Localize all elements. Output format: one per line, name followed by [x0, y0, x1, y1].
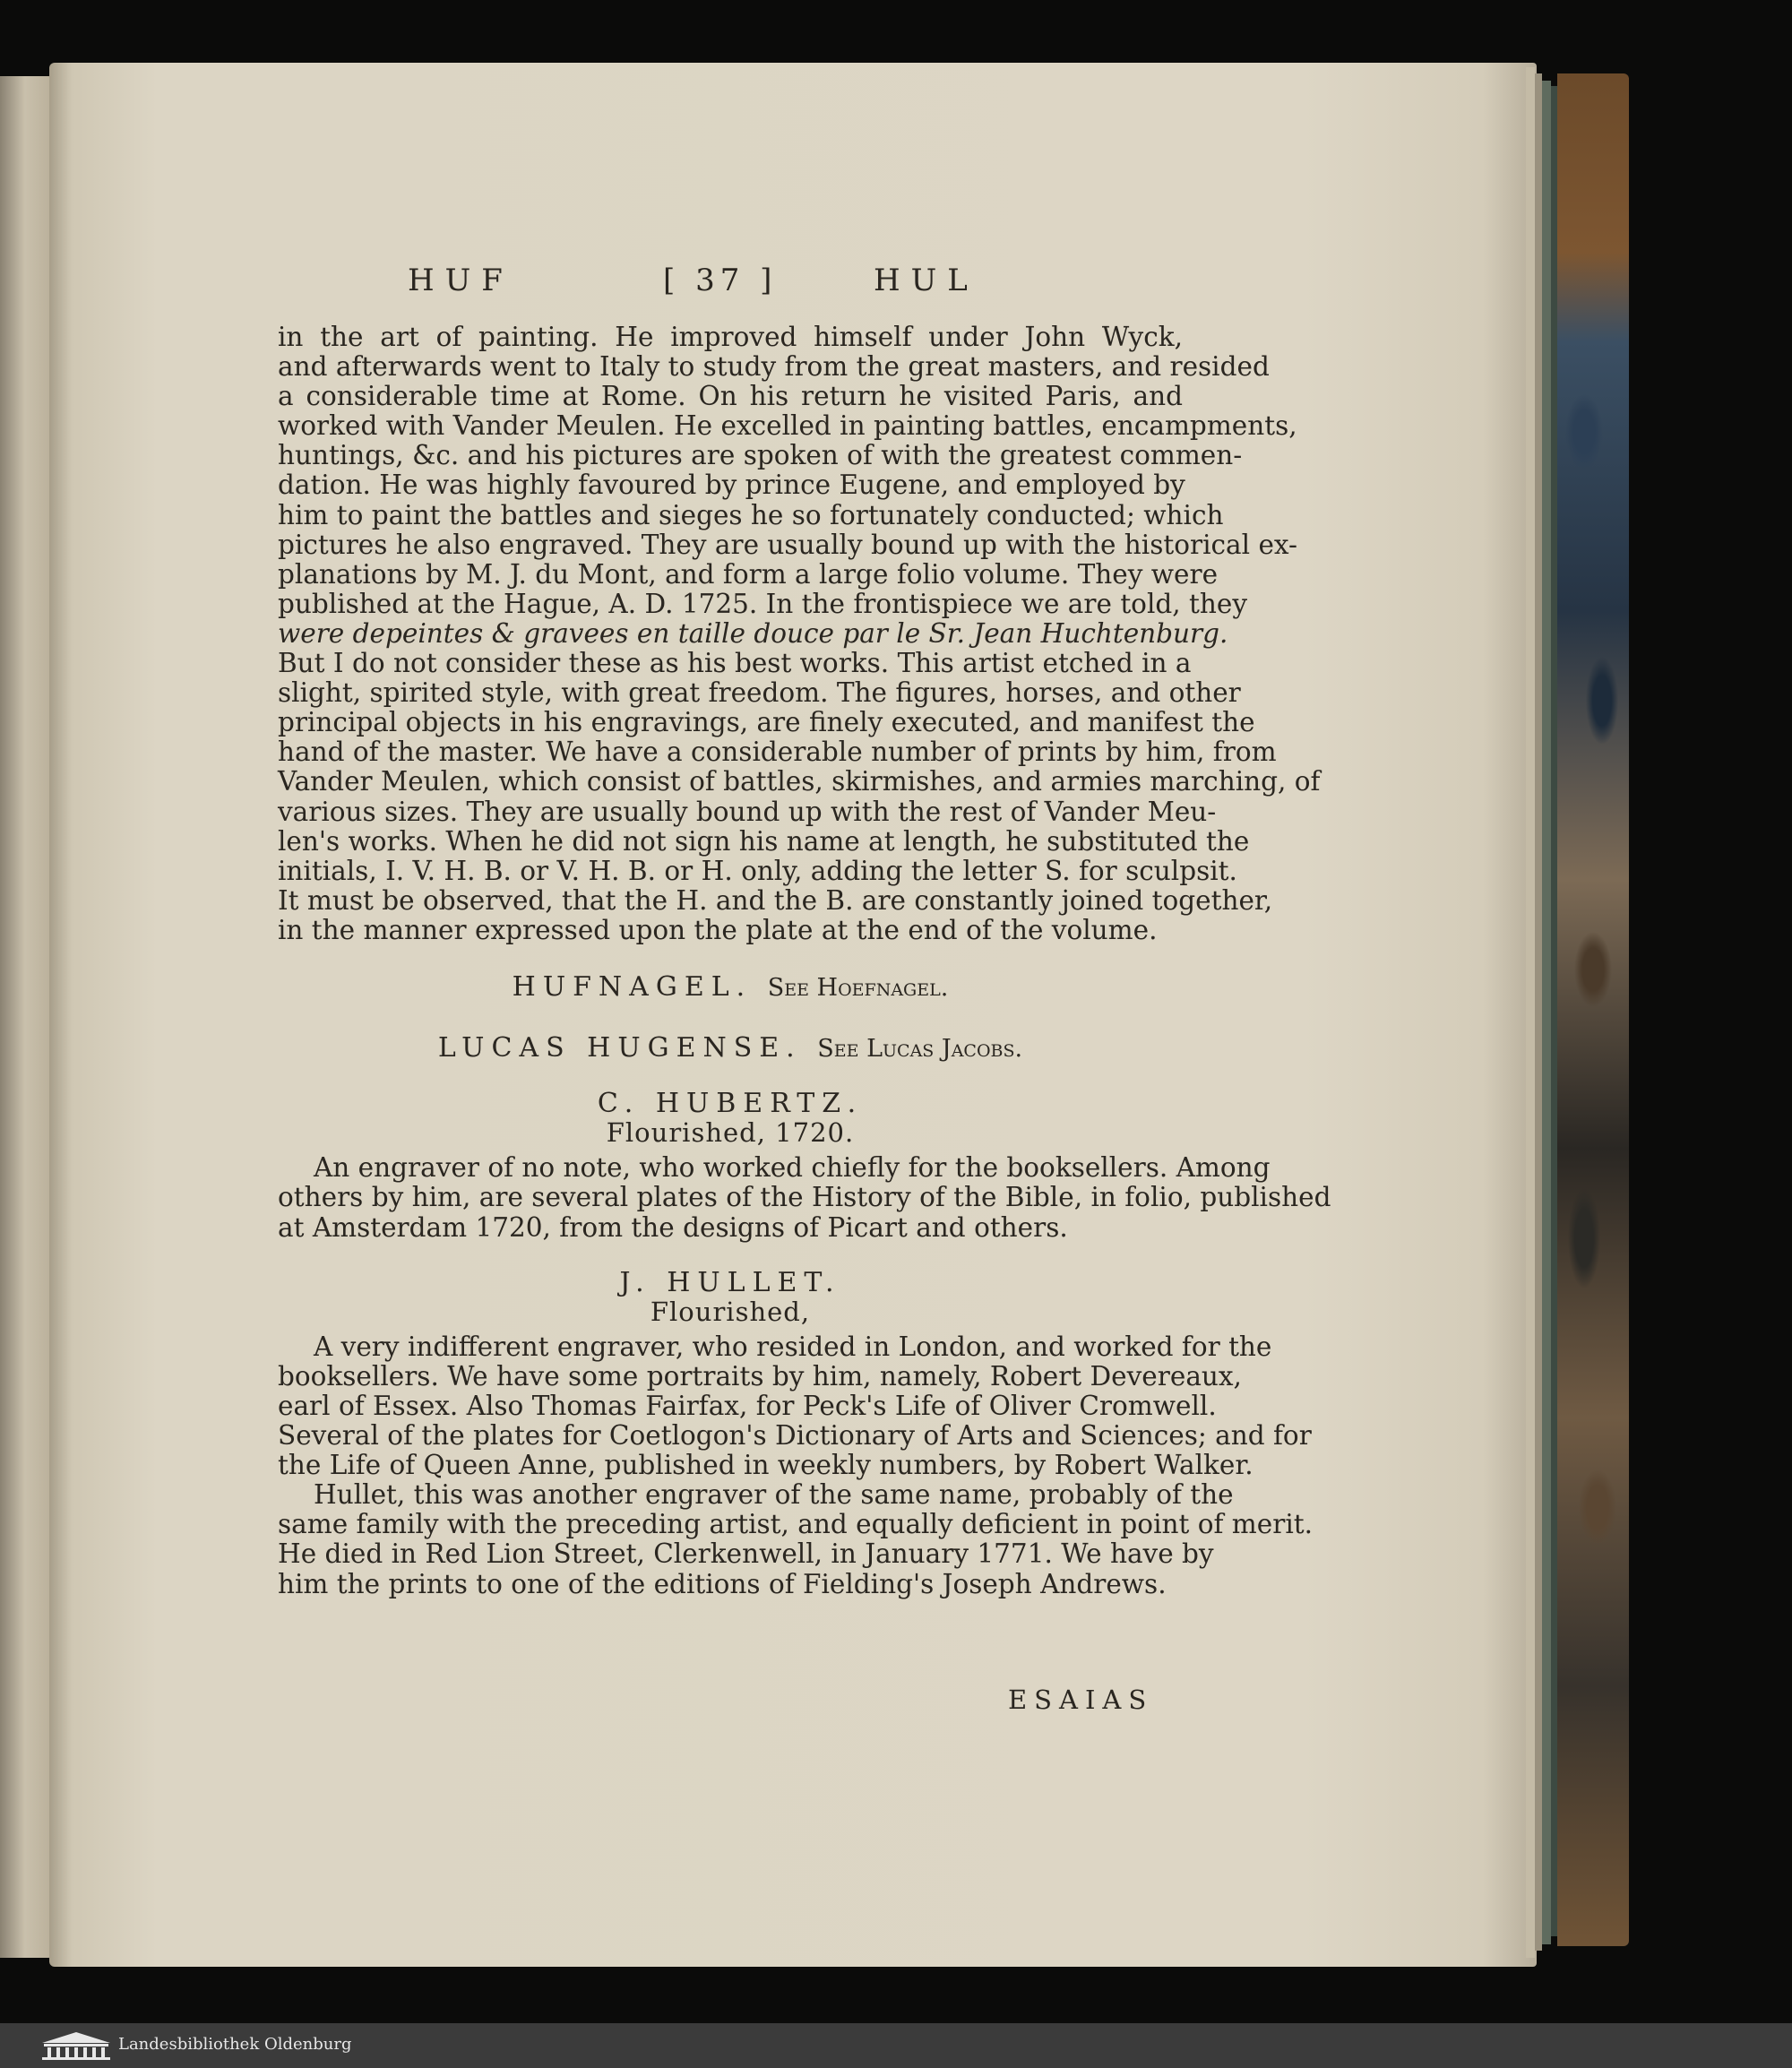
text-line: Vander Meulen, which consist of battles, skirmishes, and armies marching, of: [278, 766, 1321, 797]
hubertz-paragraph: [278, 1152, 1331, 1243]
flourished-date: Flourished,: [650, 1296, 811, 1327]
entry-heading-hubertz: C. HUBERTZ.: [597, 1088, 864, 1120]
cross-reference: See Lucas Jacobs.: [817, 1035, 1023, 1064]
text-line: dation. He was highly favoured by prince Eugene, and employed by: [278, 470, 1185, 501]
page-edges: [1551, 86, 1557, 1936]
library-building-icon: [40, 2030, 112, 2061]
text-line: slight, spirited style, with great freedom. The figures, horses, and other: [278, 677, 1241, 709]
footer-bar: [0, 2023, 1792, 2068]
text-line: Hullet, this was another engraver of the same name, probably of the: [314, 1479, 1234, 1511]
catchword: ESAIAS: [1008, 1685, 1154, 1715]
text-line: various sizes. They are usually bound up with the rest of Vander Meu-: [278, 796, 1217, 827]
text-line: him to paint the battles and sieges he so fortunately conducted; which: [278, 499, 1224, 530]
text-line: others by him, are several plates of the History of the Bible, in folio, published: [278, 1182, 1331, 1213]
marbled-cover: [1557, 73, 1629, 1946]
text-line: in the manner expressed upon the plate at the end of the volume.: [278, 914, 1158, 945]
text-line: same family with the preceding artist, and equally deficient in point of merit.: [278, 1509, 1313, 1540]
text-line: published at the Hague, A. D. 1725. In the frontispiece we are told, they: [278, 588, 1247, 619]
text-line: in the art of painting. He improved himself under John Wyck,: [278, 322, 1183, 352]
text-line: at Amsterdam 1720, from the designs of Picart and others.: [278, 1211, 1068, 1243]
page-edges: [1526, 67, 1535, 1958]
flourished-date: Flourished, 1720.: [606, 1117, 855, 1149]
entry-hufnagel: [278, 972, 1183, 1003]
text-line: principal objects in his engravings, are finely executed, and manifest the: [278, 707, 1255, 738]
text-line: a considerable time at Rome. On his return he visited Paris, and: [278, 381, 1183, 412]
entry-heading: LUCAS HUGENSE.: [437, 1032, 802, 1064]
text-line: Several of the plates for Coetlogon's Dictionary of Arts and Sciences; and for: [278, 1420, 1312, 1452]
text-line: pictures he also engraved. They are usually bound up with the historical ex-: [278, 529, 1297, 560]
page-edges: [1542, 81, 1551, 1944]
text-line: hand of the master. We have a considerable number of prints by him, from: [278, 737, 1277, 768]
text-line: and afterwards went to Italy to study from the great masters, and resided: [278, 351, 1270, 383]
text-line: planations by M. J. du Mont, and form a large folio volume. They were: [278, 558, 1219, 590]
institution-name: Landesbibliothek Oldenburg: [118, 2035, 352, 2054]
left-page-edge: [0, 76, 56, 1958]
hullet-paragraph: [278, 1331, 1313, 1599]
text-line: worked with Vander Meulen. He excelled in painting battles, encampments,: [278, 410, 1297, 442]
entry-heading: HUFNAGEL.: [512, 970, 753, 1003]
page-number: [ 37 ]: [663, 263, 778, 298]
text-line: initials, I. V. H. B. or V. H. B. or H. only, adding the letter S. for sculpsit.: [278, 855, 1237, 886]
intro-paragraph: [278, 322, 1321, 945]
text-line: booksellers. We have some portraits by him, namely, Robert Devereaux,: [278, 1360, 1242, 1392]
text-line: earl of Essex. Also Thomas Fairfax, for Peck's Life of Oliver Cromwell.: [278, 1391, 1217, 1421]
running-head-right: HUL: [874, 263, 978, 298]
entry-heading-hullet: J. HULLET.: [619, 1266, 841, 1298]
text-line: len's works. When he did not sign his name at length, he substituted the: [278, 825, 1250, 857]
page-edges: [1535, 73, 1542, 1951]
text-line: It must be observed, that the H. and the B. are constantly joined together,: [278, 884, 1273, 916]
text-line: the Life of Queen Anne, published in weekly numbers, by Robert Walker.: [278, 1450, 1254, 1481]
entry-lucas-hugense: [278, 1033, 1183, 1064]
text-line: He died in Red Lion Street, Clerkenwell, in January 1771. We have by: [278, 1538, 1214, 1570]
text-line: were depeintes & gravees en taille douce par le Sr. Jean Huchtenburg.: [278, 617, 1228, 649]
running-head-left: HUF: [408, 263, 513, 298]
cross-reference: See Hoefnagel.: [767, 973, 949, 1002]
text-line: But I do not consider these as his best works. This artist etched in a: [278, 648, 1192, 679]
text-line: him the prints to one of the editions of Fielding's Joseph Andrews.: [278, 1568, 1167, 1599]
text-block: [278, 255, 1331, 1599]
text-line: An engraver of no note, who worked chiefly for the booksellers. Among: [314, 1152, 1271, 1184]
text-line: huntings, &c. and his pictures are spoken of with the greatest commen-: [278, 440, 1243, 471]
text-line: A very indifferent engraver, who resided in London, and worked for the: [314, 1331, 1272, 1362]
